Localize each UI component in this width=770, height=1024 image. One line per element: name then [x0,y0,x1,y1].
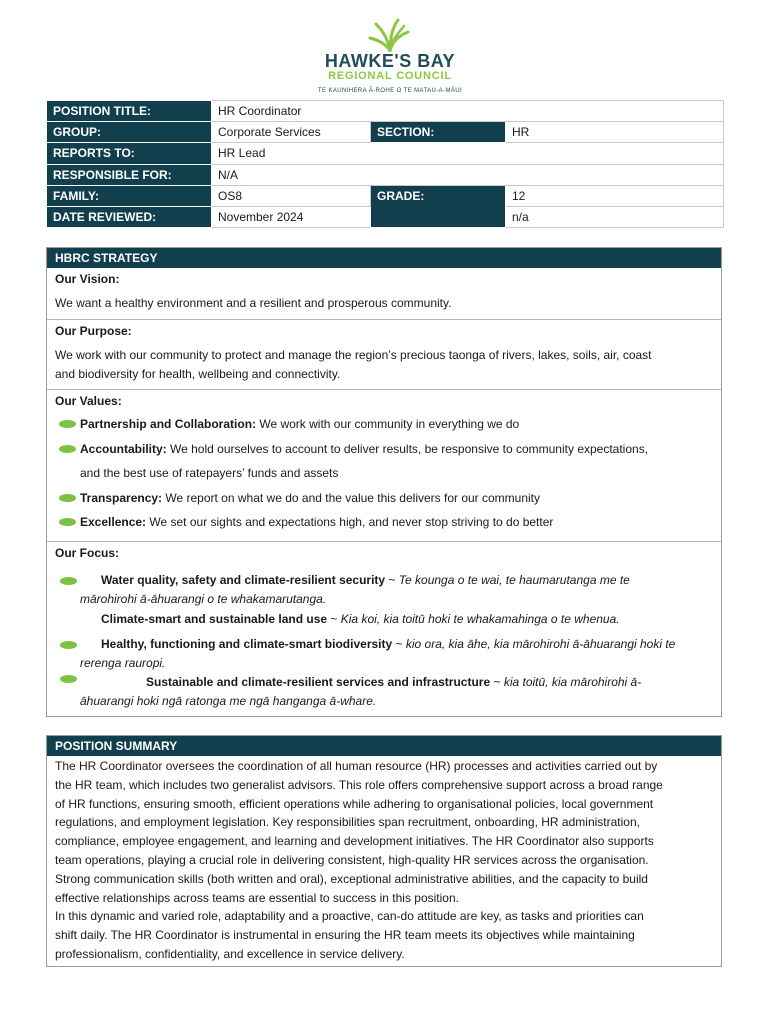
position-info-table [46,100,724,228]
family-label: FAMILY: [47,185,212,206]
focus-block [47,542,721,716]
bullet-leaf-icon [60,641,77,649]
logo-subtitle: REGIONAL COUNCIL [328,70,452,82]
logo-name: HAWKE'S BAY [324,51,456,71]
summary-line: compliance, employee engagement, and learning and development initiatives. The HR Coordinator also supports [55,834,654,849]
focus-text-continued: rerenga rauropi. [80,656,166,670]
value-text: We hold ourselves to account to deliver results, be responsive to community expectations, [166,441,649,456]
bullet-leaf-icon [59,420,76,428]
responsible-for-label: RESPONSIBLE FOR: [47,164,212,185]
values-heading: Our Values: [55,394,122,408]
summary-line: of HR functions, ensuring smooth, efficient operations while adhering to organisational policies, local government [55,796,654,811]
responsible-for-value: N/A [212,164,724,185]
focus-text: Te kounga o te wai, te haumarutanga me te [398,573,630,587]
leaf-icon [368,18,412,52]
focus-text: Kia koi, kia toitū hoki te whakamahinga o te whenua. [340,612,620,626]
group-label: GROUP: [47,122,212,143]
date-reviewed-value: November 2024 [212,206,371,227]
reports-to-label: REPORTS TO: [47,143,212,164]
focus-separator: ~ [327,612,341,626]
purpose-text-line-1: We work with our community to protect and manage the region’s precious taonga of rivers, lakes, soils, air, coast [55,348,652,362]
summary-line: effective relationships across teams are essential to success in this position. [55,890,459,905]
hbrc-strategy-section [46,247,722,717]
council-logo [290,18,490,102]
summary-line: Strong communication skills (both written and oral), exceptional administrative abilities, and the capacity to build [55,871,648,886]
value-text: We report on what we do and the value this delivers for our community [162,490,541,505]
focus-title: Climate-smart and sustainable land use [101,612,328,626]
focus-title: Water quality, safety and climate-resilient security [101,573,386,587]
purpose-heading: Our Purpose: [55,324,132,338]
focus-heading: Our Focus: [55,546,120,560]
focus-separator: ~ [490,675,504,689]
focus-title: Sustainable and climate-resilient services and infrastructure [146,675,491,689]
section-value: HR [506,122,724,143]
value-item [55,510,713,535]
grade-value: 12 [506,185,724,206]
summary-heading: POSITION SUMMARY [47,736,721,756]
bullet-leaf-icon [59,518,76,526]
bullet-leaf-icon [60,675,77,683]
focus-text: kio ora, kia āhe, kia mārohirohi ā-āhuarangi hoki te [405,637,676,651]
family-value: OS8 [212,185,371,206]
bullet-leaf-icon [59,494,76,502]
focus-separator: ~ [392,637,406,651]
purpose-text-line-2: and biodiversity for health, wellbeing and connectivity. [55,367,341,381]
summary-text [47,756,721,966]
values-block [47,390,721,542]
summary-line: The HR Coordinator oversees the coordination of all human resource (HR) processes and activities carried out by [55,759,658,773]
focus-text-continued: āhuarangi hoki ngā ratonga me ngā hanganga ā-whare. [80,694,377,708]
summary-line: regulations, and employment legislation. Key responsibilities span recruitment, onboarding, HR administration, [55,815,640,830]
value-title: Excellence: [80,515,147,529]
value-title: Accountability: [80,441,167,456]
focus-text-continued: mārohirohi ā-āhuarangi o te whakamarutanga. [80,592,327,606]
value-text: We set our sights and expectations high, and never stop striving to do better [146,515,554,529]
vision-block [47,268,721,320]
strategy-heading: HBRC STRATEGY [47,248,721,268]
table-row [47,143,724,164]
focus-item [55,673,713,711]
value-item-continued: and the best use of ratepayers’ funds and assets [80,466,339,480]
table-row [47,122,724,143]
value-item [55,437,713,462]
summary-line: In this dynamic and varied role, adaptability and a proactive, can-do attitude are key, as tasks and priorities can [55,909,644,924]
section-label: SECTION: [371,122,506,143]
value-item [55,486,713,511]
date-reviewed-label: DATE REVIEWED: [47,206,212,227]
focus-text: kia toitū, kia mārohirohi ā- [503,675,642,689]
table-row [47,101,724,122]
table-row [47,164,724,185]
grade-label: GRADE: [371,185,506,227]
summary-line: team operations, playing a crucial role in delivering consistent, high-quality HR services across the organisation. [55,852,649,867]
position-title-label: POSITION TITLE: [47,101,212,122]
reports-to-value: HR Lead [212,143,724,164]
focus-item [55,635,713,673]
vision-heading: Our Vision: [55,272,120,286]
value-text: We work with our community in everything we do [256,417,520,431]
summary-line: the HR team, which includes two generalist advisors. This role offers comprehensive support across a broad range [55,777,663,792]
vision-text: We want a healthy environment and a resilient and prosperous community. [55,296,452,310]
value-item [55,412,713,437]
focus-item [55,610,713,629]
value-title: Transparency: [80,490,163,505]
focus-separator: ~ [385,573,399,587]
group-value: Corporate Services [212,122,371,143]
bullet-leaf-icon [60,577,77,585]
position-summary-section [46,735,722,967]
focus-item [55,571,713,609]
summary-line: shift daily. The HR Coordinator is instrumental in ensuring the HR team meets its objectives while maintaining [55,928,635,943]
logo-tagline: TE KAUNIHERA Ā-ROHE O TE MATAU-A-MĀUI [317,88,463,94]
focus-title: Healthy, functioning and climate-smart biodiversity [101,637,393,651]
summary-line: professionalism, confidentiality, and excellence in service delivery. [55,946,405,961]
value-title: Partnership and Collaboration: [80,417,257,431]
table-row [47,185,724,206]
date-reviewed-extra: n/a [506,206,724,227]
position-title-value: HR Coordinator [212,101,724,122]
bullet-leaf-icon [59,445,76,453]
purpose-block [47,320,721,390]
